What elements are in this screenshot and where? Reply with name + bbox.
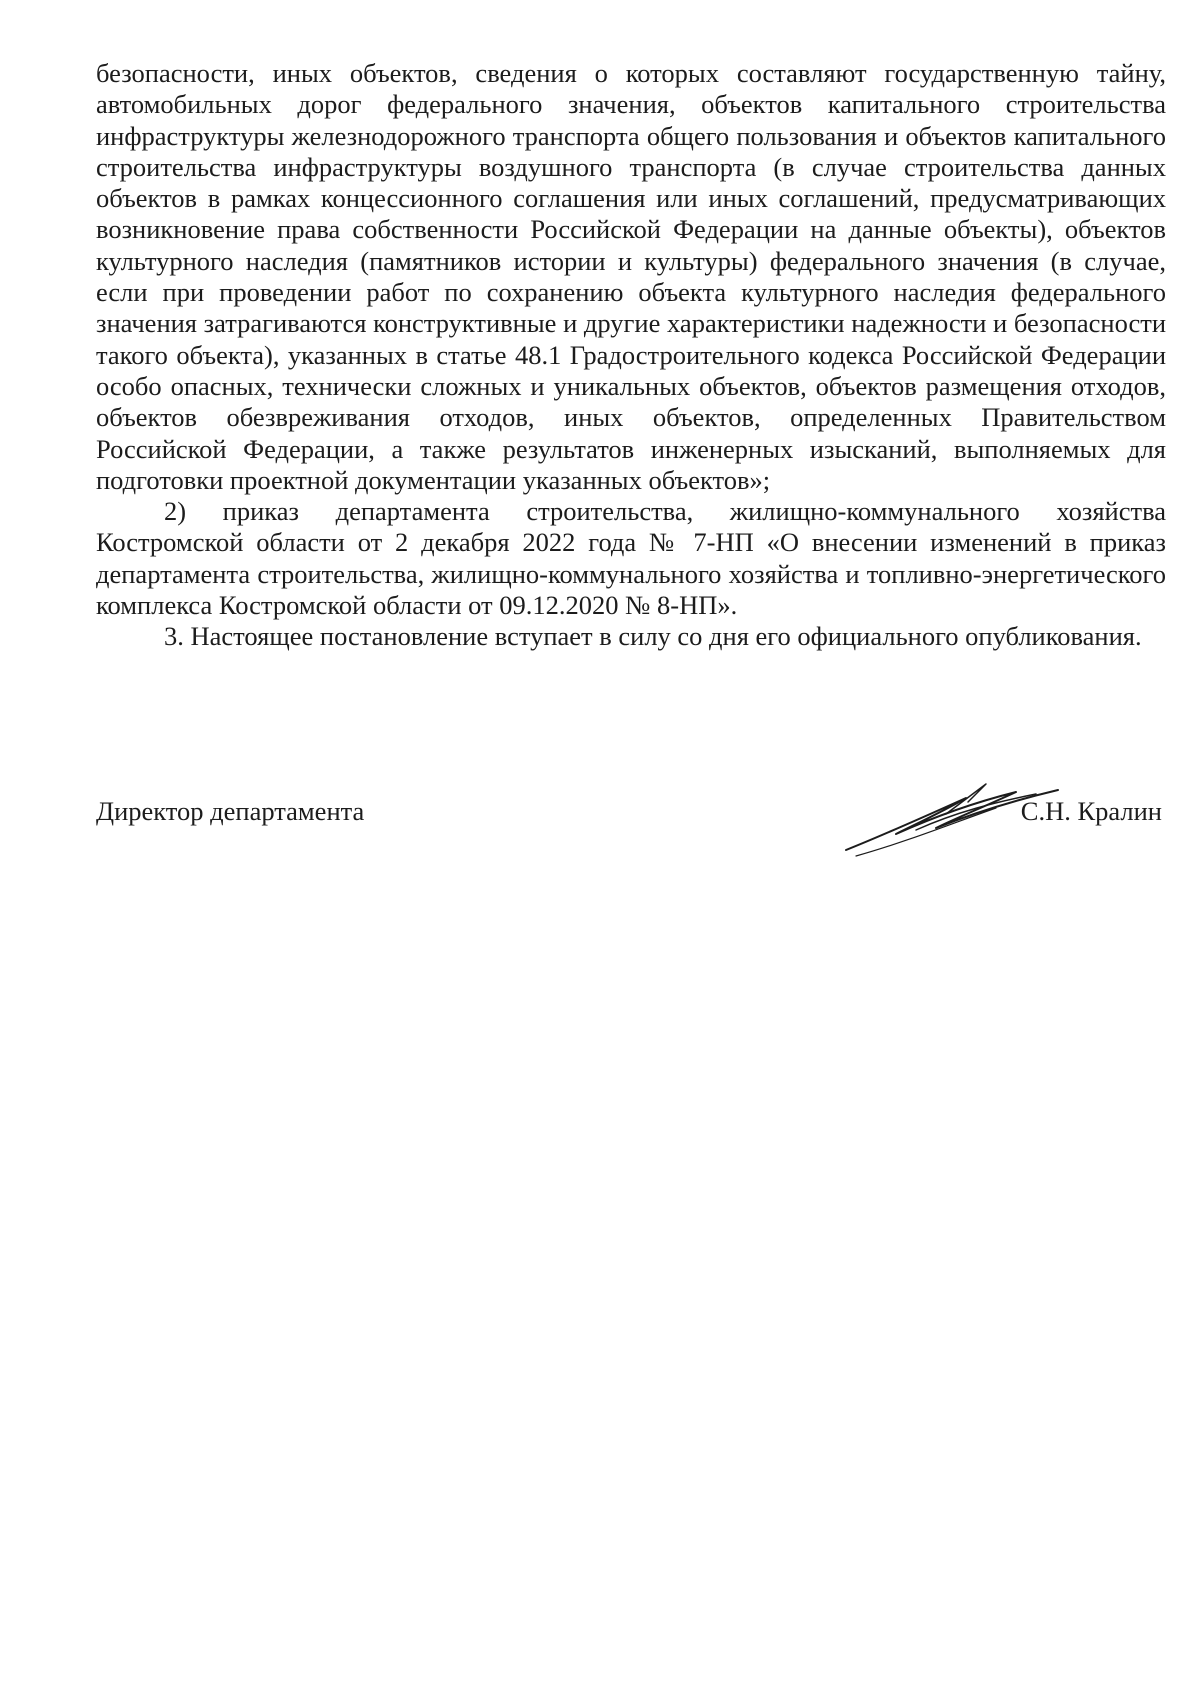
signature-block [96, 796, 1166, 876]
list-item-3: 3. Настоящее постановление вступает в силу со дня его официального опубликования. [164, 621, 1142, 652]
signatory-title: Директор департамента [96, 796, 365, 826]
signatory-name: С.Н. Кралин [1020, 796, 1162, 826]
list-item-2: 2) приказ департамента строительства, жилищно-коммунального хозяйства Костромской области от 2 декабря 2022 года № 7-НП «О внесении изменений в приказ департамента строительства, жилищно-коммунального хозяйства и топливно-энергетического комплекса Костромской области от 09.12.2020 № 8-НП». [96, 496, 1166, 621]
document-body [96, 58, 1166, 653]
continuation-paragraph: безопасности, иных объектов, сведения о которых составляют государственную тайну, автомобильных дорог федерального значения, объектов капитального строительства инфраструктуры железнодорожного транспорта общего пользования и объектов капитального строительства инфраструктуры воздушного транспорта (в случае строительства данных объектов в рамках концессионного соглашения или иных соглашений, предусматривающих возникновение права собственности Российской Федерации на данные объекты), объектов культурного наследия (памятников истории и культуры) федерального значения (в случае, если при проведении работ по сохранению объекта культурного наследия федерального значения затрагиваются конструктивные и другие характеристики надежности и безопасности такого объекта), указанных в статье 48.1 Градостроительного кодекса Российской Федерации особо опасных, технически сложных и уникальных объектов, объектов размещения отходов, объектов обезвреживания отходов, иных объектов, определенных Правительством Российской Федерации, а также результатов инженерных изысканий, выполняемых для подготовки проектной документации указанных объектов»; [96, 58, 1166, 495]
